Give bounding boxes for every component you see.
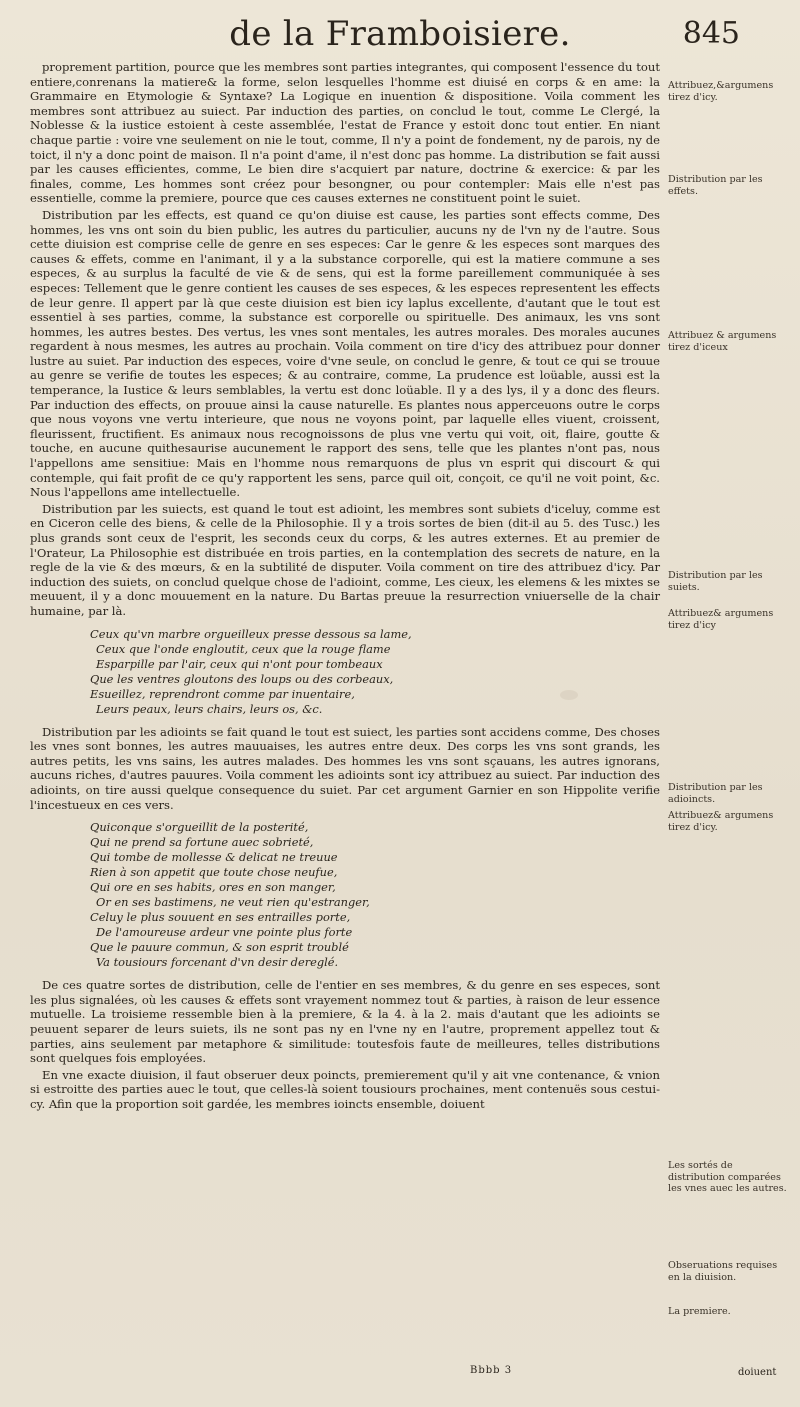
margin-note: Distribution par les adioincts.	[668, 782, 763, 805]
running-head: de la Framboisiere.	[229, 14, 571, 54]
margin-note: Attribuez,&argumens tirez d'icy.	[668, 80, 774, 103]
verse-line: Va tousiours forcenant d'vn desir dereglé.	[96, 955, 339, 970]
verse-line: De l'amoureuse ardeur vne pointe plus forte	[96, 925, 353, 940]
verse-line: Leurs peaux, leurs chairs, leurs os, &c.	[96, 701, 323, 716]
verse-line: Ceux qu'vn marbre orgueilleux presse dessous sa lame,	[90, 626, 412, 641]
margin-note: Attribuez & argumens tirez d'iceux	[668, 330, 777, 353]
verse-line: Rien à son appetit que toute chose neufue,	[90, 865, 338, 880]
verse-line: Esparpille par l'air, ceux qui n'ont pour tombeaux	[96, 656, 383, 671]
verse-line: Or en ses bastimens, ne veut rien qu'estranger,	[96, 895, 370, 910]
verse-line: Ceux que l'onde engloutit, ceux que la rouge flame	[96, 641, 391, 656]
main-text-column	[30, 60, 660, 1113]
paragraph-partition: proprement partition, pource que les membres sont parties integrantes, qui composent l'essence du tout entiere,conrenans la matiere& la forme, selon lesquelles l'homme est diuisé en corps & en ame: la Grammaire en Etymologie & Syntaxe? La Logique en inuention & dispositione. Voila comment les membres sont attribuez au suiect. Par induction des parties, on conclud le tout, comme Le Clergé, la Noblesse & la iustice estoient à ceste assemblée, l'estat de France y estoit donc tout entier. En niant chaque partie : voire vne seulement on nie le tout, comme, Il n'y a point de fondement, ny de parois, ny de toict, il n'y a donc point de maison. Il n'a point d'ame, il n'est donc pas homme. La distribution se fait aussi par les causes efficientes, comme, Le bien dire s'acquiert par nature, doctrine & exercice: & par les finales, comme, Les hommes sont créez pour besongner, ou pour contempler: Mais elle n'est pas essentielle, comme la premiere, pource que ces causes externes ne constituent point le suiet.	[30, 60, 660, 206]
paragraph-subjects: Distribution par les suiects, est quand le tout est adioint, les membres sont subiets d'iceluy, comme est en Ciceron celle des biens, & celle de la Philosophie. Il y a trois sortes de bien (dit-il au 5. des Tusc.) les plus grands sont ceux de l'esprit, les seconds ceux du corps, & les autres externes. Et au premier de l'Orateur, La Philosophie est distribuée en trois parties, en la contemplation des secrets de nature, en la regle de la vie & des mœurs, & en la subtilité de disputer. Voila comment on tire des attribuez d'icy. Par induction des suiets, on conclud quelque chose de l'adioint, comme, Les cieux, les elemens & les mixtes se meuuent, il y a donc mouuement en la nature. Du Bartas preuue la resurrection vniuerselle de la chair humaine, par là.	[30, 501, 660, 618]
verse-line: Que les ventres gloutons des loups ou des corbeaux,	[90, 671, 394, 686]
verse-line: Qui ne prend sa fortune auec sobrieté,	[90, 835, 314, 850]
margin-note: Attribuez& argumens tirez d'icy	[668, 608, 774, 631]
paragraph-effects: Distribution par les effects, est quand ce qu'on diuise est cause, les parties sont effects comme, Des hommes, les vns ont soin du bien public, les autres du particulier, aucuns ny de l'vn ny de l'autre. Sous cette diuision est comprise celle de genre en ses especes: Car le genre & les especes sont marques des causes & effets, comme en l'animant, il y a la substance corporelle, qui est la matiere commune a ses especes, & au surplus la faculté de vie & de sens, qui est la forme pareillement communiquée à ses especes: Tellement que le genre contient les causes de ses especes, & les especes representent les effects de leur genre. Il appert par là que ceste diuision est bien icy laplus excellente, d'autant que le tout est essentiel à ses parties, comme, la substance est corporelle ou spirituelle. Des animaux, les vns sont hommes, les autres bestes. Des vertus, les vnes sont mentales, les autres morales. Des morales aucunes regardent à nous mesmes, les autres au prochain. Voila comment on tire d'icy des attribuez pour donner lustre au suiet. Par induction des especes, voire d'vne seule, on conclud le genre, & tout ce qui se trouue au genre se verifie de toutes les especes; & au contraire, comme, La prudence est loüable, aussi est la temperance, la Iustice & leurs semblables, la vertu est donc loüable. Il y a des lys, il y a donc des fleurs. Par induction des effects, on prouue ainsi la cause naturelle. Es plantes nous apperceuons outre le corps que nous voyons vne vertu interieure, que nous ne voyons point, par laquelle elles viuent, croissent, fleurissent, fructifient. Es animaux nous recognoissons de plus vne vertu qui voit, oit, flaire, goutte & touche, en aucune quithesaurise aucunement le rapport des sens, telle que les plantes n'ont pas, nous l'appellons ame sensitiue: Mais en l'homme nous remarquons de plus vn esprit qui discourt & qui contemple, qui fait profit de ce qu'y rapportent les sens, parce quil oit, conçoit, ce qu'il ne voit point, &c. Nous l'appellons ame intellectuelle.	[30, 207, 660, 500]
verse-garnier	[90, 820, 660, 970]
paragraph-observations: En vne exacte diuision, il faut obseruer deux poincts, premierement qu'il y ait vne contenance, & vnion si estroitte des parties auec le tout, que celles-là soient tousiours prochaines, ment contenuës sous cestui-cy. Afin que la proportion soit gardée, les membres ioincts ensemble, doiuent	[30, 1067, 660, 1111]
paragraph-adjuncts: Distribution par les adioints se fait quand le tout est suiect, les parties sont accidens comme, Des choses les vnes sont bonnes, les autres mauuaises, les autres entre deux. Des corps les vns sont grands, les autres petits, les vns sains, les autres malades. Des hommes les vns sont sçauans, les autres ignorans, aucuns riches, d'autres pauures. Voila comment les adioints sont icy attribuez au suiect. Par induction des adioints, on tire aussi quelque consequence du suiet. Par cet argument Garnier en son Hippolite verifie l'incestueux en ces vers.	[30, 724, 660, 812]
catchword: doiuent	[738, 1367, 777, 1378]
verse-line: Esueillez, reprendront comme par inuentaire,	[90, 686, 355, 701]
verse-line: Que le pauure commun, & son esprit troublé	[90, 940, 349, 955]
margin-note: Obseruations requises en la diuision.	[668, 1260, 778, 1283]
paragraph-comparison: De ces quatre sortes de distribution, celle de l'entier en ses membres, & du genre en ses especes, sont les plus signalées, où les causes & effets sont vrayement nommez tout & parties, à raison de leur essence mutuelle. La troisieme ressemble bien à la premiere, & la 4. à la 2. mais d'autant que les adioints se peuuent separer de leurs suiets, ils ne sont pas ny en l'vne ny en l'autre, proprement appellez tout & parties, ains seulement par metaphore & similitude: toutesfois faute de meilleures, telles distributions sont quelques fois employées.	[30, 978, 660, 1066]
margin-note: Attribuez& argumens tirez d'icy.	[668, 810, 774, 833]
verse-line: Celuy le plus souuent en ses entrailles porte,	[90, 910, 351, 925]
verse-line: Qui ore en ses habits, ores en son manger,	[90, 880, 336, 895]
margin-note: Distribution par les suiets.	[668, 570, 763, 593]
verse-line: Qui tombe de mollesse & delicat ne treuue	[90, 850, 338, 865]
verse-line: Quiconque s'orgueillit de la posterité,	[90, 820, 309, 835]
margin-note: Distribution par les effets.	[668, 174, 763, 197]
margin-note: Les sortés de distribution comparées les vnes auec les autres.	[668, 1160, 787, 1194]
verse-du-bartas	[90, 627, 660, 717]
page-number: 845	[682, 16, 740, 51]
signature-mark: Bbbb 3	[470, 1365, 513, 1376]
margin-note: La premiere.	[668, 1306, 731, 1317]
